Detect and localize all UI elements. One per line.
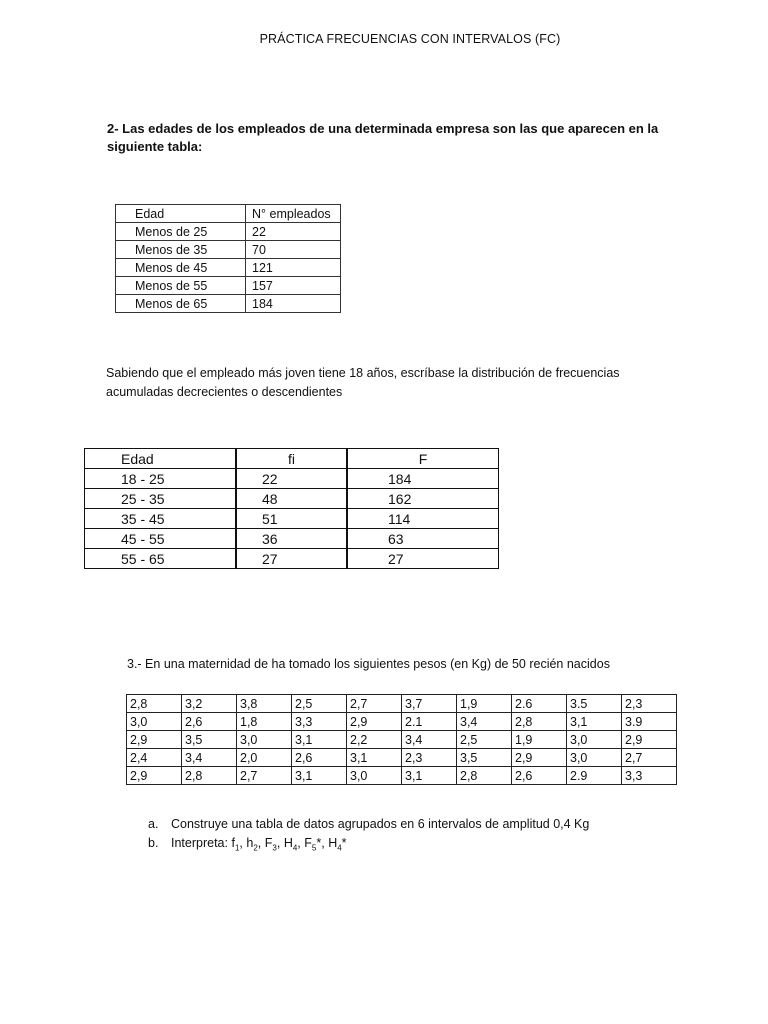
- table-cell: 3,5: [182, 731, 237, 749]
- table-frequency-distribution: [84, 448, 499, 569]
- table-cell: 2.1: [402, 713, 457, 731]
- table-cell: 55 - 65: [85, 549, 237, 569]
- table-employees-cumulative: [115, 204, 341, 313]
- table-row: [85, 509, 499, 529]
- math-term: [231, 836, 243, 853]
- table-cell: 184: [347, 469, 499, 489]
- math-term-subscript: 1: [234, 843, 240, 853]
- table-cell: 3,0: [127, 713, 182, 731]
- math-term: [328, 836, 347, 853]
- math-term-base: f: [231, 836, 235, 850]
- table-cell: 2.6: [512, 695, 567, 713]
- table-cell: 184: [246, 295, 341, 313]
- table-row: [116, 259, 341, 277]
- table-cell: Menos de 55: [116, 277, 246, 295]
- table-header-row: [85, 449, 499, 469]
- table-cell: 1,9: [512, 731, 567, 749]
- table-row: [85, 529, 499, 549]
- math-term-subscript: 2: [253, 843, 258, 853]
- math-term-suffix: ,: [276, 836, 281, 850]
- table-cell: 3,1: [292, 731, 347, 749]
- math-term-base: H: [283, 836, 293, 850]
- table-cell: 3,4: [402, 731, 457, 749]
- table-cell: 36: [236, 529, 347, 549]
- list-marker: a.: [148, 817, 159, 831]
- list-marker: b.: [148, 836, 159, 850]
- table-cell: 2,3: [402, 749, 457, 767]
- table-cell: 70: [246, 241, 341, 259]
- table-header-cell: Edad: [85, 449, 237, 469]
- math-term-base: H: [328, 836, 338, 850]
- table-cell: 27: [236, 549, 347, 569]
- math-term-subscript: 5: [311, 843, 317, 853]
- table-cell: 2,2: [347, 731, 402, 749]
- question-2: 2- Las edades de los empleados de una determinada empresa son las que aparecen en la siguiente tabla:: [107, 121, 659, 154]
- table-cell: 3,4: [457, 713, 512, 731]
- table-cell: 35 - 45: [85, 509, 237, 529]
- table-cell: 2,9: [127, 767, 182, 785]
- table-row: [127, 713, 677, 731]
- math-term-suffix: *,: [316, 836, 325, 850]
- table-cell: 3,1: [347, 749, 402, 767]
- table-cell: 2,6: [512, 767, 567, 785]
- page-title: PRÁCTICA FRECUENCIAS CON INTERVALOS (FC): [259, 32, 561, 46]
- table-cell: 3,0: [567, 731, 622, 749]
- math-term: [304, 836, 325, 853]
- math-term-suffix: *: [341, 836, 347, 850]
- table-cell: 2,4: [127, 749, 182, 767]
- table-cell: 51: [236, 509, 347, 529]
- table-cell: 2,5: [457, 731, 512, 749]
- table-cell: 48: [236, 489, 347, 509]
- table-cell: 2,8: [512, 713, 567, 731]
- table-cell: 2,5: [292, 695, 347, 713]
- list-item-text: [171, 834, 347, 858]
- table-row: [116, 223, 341, 241]
- table-row: [116, 295, 341, 313]
- table-cell: 2,3: [622, 695, 677, 713]
- table-row: [116, 277, 341, 295]
- list-item-text: Construye una tabla de datos agrupados en 6 intervalos de amplitud 0,4 Kg: [171, 817, 590, 831]
- table-body: [127, 695, 677, 785]
- table-cell: 2,8: [457, 767, 512, 785]
- table-row: [127, 749, 677, 767]
- instruction-paragraph: Sabiendo que el empleado más joven tiene 18 años, escríbase la distribución de frecuencias acumuladas decrecientes o descendientes: [106, 366, 620, 399]
- table-cell: 2,6: [292, 749, 347, 767]
- list-item: [148, 815, 589, 834]
- table-cell: 3,4: [182, 749, 237, 767]
- table-cell: 18 - 25: [85, 469, 237, 489]
- table-cell: 3,3: [292, 713, 347, 731]
- table-cell: 2,6: [182, 713, 237, 731]
- table-header-cell: F: [347, 449, 499, 469]
- table-cell: 2,9: [512, 749, 567, 767]
- math-term: [283, 836, 301, 853]
- table-cell: 162: [347, 489, 499, 509]
- table-cell: 3,0: [347, 767, 402, 785]
- table-cell: 3,0: [237, 731, 292, 749]
- table-cell: 157: [246, 277, 341, 295]
- table-cell: 3.5: [567, 695, 622, 713]
- math-term-suffix: ,: [239, 836, 243, 850]
- table-row: [85, 489, 499, 509]
- table-cell: 3,1: [402, 767, 457, 785]
- table-cell: 1,8: [237, 713, 292, 731]
- table-cell: 3,0: [567, 749, 622, 767]
- table-cell: Menos de 65: [116, 295, 246, 313]
- table-cell: 3,1: [292, 767, 347, 785]
- table-cell: 3.9: [622, 713, 677, 731]
- table-cell: 3,5: [457, 749, 512, 767]
- question-3: 3.- En una maternidad de ha tomado los siguientes pesos (en Kg) de 50 recién nacidos: [127, 657, 610, 671]
- table-header-cell: N° empleados: [246, 205, 341, 223]
- task-list: [148, 815, 589, 858]
- table-cell: 2,9: [347, 713, 402, 731]
- table-cell: Menos de 25: [116, 223, 246, 241]
- math-term-base: h: [246, 836, 254, 850]
- math-term: [264, 836, 281, 853]
- table-header-row: [116, 205, 341, 223]
- table-cell: 2.9: [567, 767, 622, 785]
- table-cell: 27: [347, 549, 499, 569]
- list-item: [148, 834, 589, 858]
- table-cell: 1,9: [457, 695, 512, 713]
- table-cell: 3,2: [182, 695, 237, 713]
- table-cell: 3,8: [237, 695, 292, 713]
- table-cell: 3,7: [402, 695, 457, 713]
- math-term-subscript: 4: [292, 843, 298, 853]
- math-term-base: F: [264, 836, 273, 850]
- table-cell: 2,8: [182, 767, 237, 785]
- table-cell: 2,8: [127, 695, 182, 713]
- table-row: [85, 469, 499, 489]
- table-cell: 3,1: [567, 713, 622, 731]
- table-row: [116, 241, 341, 259]
- table-cell: 63: [347, 529, 499, 549]
- table-cell: 2,7: [237, 767, 292, 785]
- table-cell: 2,0: [237, 749, 292, 767]
- math-term-base: F: [304, 836, 312, 850]
- table-row: [127, 731, 677, 749]
- table-cell: 2,7: [347, 695, 402, 713]
- table-cell: 2,7: [622, 749, 677, 767]
- table-cell: 22: [236, 469, 347, 489]
- math-term: [246, 836, 262, 853]
- table-header-cell: fi: [236, 449, 347, 469]
- interpret-label: Interpreta:: [171, 836, 228, 850]
- table-cell: 22: [246, 223, 341, 241]
- table-row: [127, 695, 677, 713]
- table-row: [127, 767, 677, 785]
- table-cell: 45 - 55: [85, 529, 237, 549]
- math-term-suffix: ,: [297, 836, 301, 850]
- table-cell: 2,9: [622, 731, 677, 749]
- math-term-subscript: 3: [272, 843, 277, 853]
- table-cell: Menos de 45: [116, 259, 246, 277]
- math-term-suffix: ,: [257, 836, 262, 850]
- table-cell: 121: [246, 259, 341, 277]
- table-header-cell: Edad: [116, 205, 246, 223]
- table-cell: 25 - 35: [85, 489, 237, 509]
- table-cell: Menos de 35: [116, 241, 246, 259]
- table-newborn-weights: [126, 694, 677, 785]
- table-cell: 2,9: [127, 731, 182, 749]
- table-cell: 114: [347, 509, 499, 529]
- math-term-subscript: 4: [337, 843, 342, 853]
- table-row: [85, 549, 499, 569]
- table-cell: 3,3: [622, 767, 677, 785]
- interpret-terms: [231, 836, 347, 853]
